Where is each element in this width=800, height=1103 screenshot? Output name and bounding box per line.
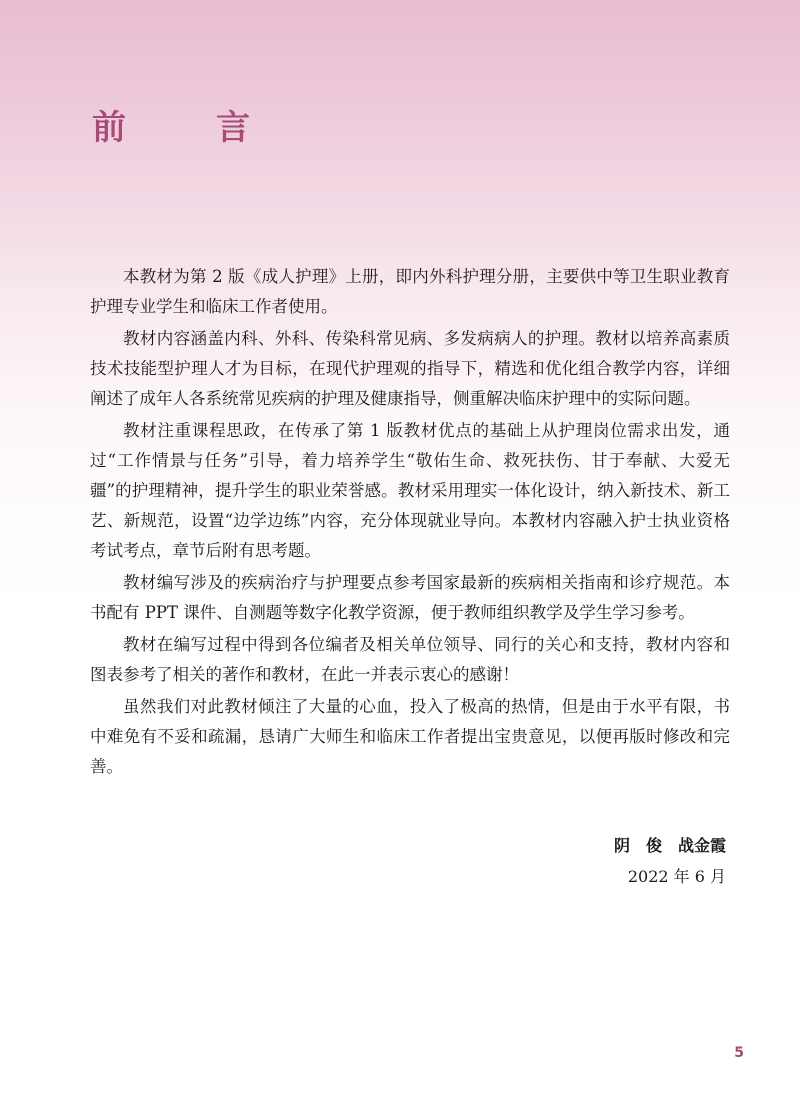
paragraph: 本教材为第 2 版《成人护理》上册，即内外科护理分册，主要供中等卫生职业教育护理专业学生和临床工作者使用。 bbox=[90, 267, 730, 316]
paragraph: 虽然我们对此教材倾注了大量的心血，投入了极高的热情，但是由于水平有限，书中难免有不妥和疏漏，恳请广大师生和临床工作者提出宝贵意见，以便再版时修改和完善。 bbox=[90, 697, 730, 776]
paragraph: 教材内容涵盖内科、外科、传染科常见病、多发病病人的护理。教材以培养高素质技术技能型护理人才为目标，在现代护理观的指导下，精选和优化组合教学内容，详细阐述了成年人各系统常见疾病的护理及健康指导，侧重解决临床护理中的实际问题。 bbox=[90, 329, 730, 408]
date-line: 2022 年 6 月 bbox=[627, 867, 726, 886]
paragraph: 教材注重课程思政，在传承了第 1 版教材优点的基础上从护理岗位需求出发，通过“工作情景与任务”引导，着力培养学生“敬佑生命、救死扶伤、甘于奉献、大爱无疆”的护理精神，提升学生的职业荣誉感。教材采用理实一体化设计，纳入新技术、新工艺、新规范，设置“边学边练”内容，充分体现就业导向。本教材内容融入护士执业资格考试考点，章节后附有思考题。 bbox=[90, 421, 730, 560]
page-number: 5 bbox=[734, 1045, 744, 1061]
authors-signature: 阴 俊 战金霞 bbox=[613, 836, 726, 855]
paragraph: 教材编写涉及的疾病治疗与护理要点参考国家最新的疾病相关指南和诊疗规范。本书配有 PPT 课件、自测题等数字化教学资源，便于教师组织教学及学生学习参考。 bbox=[90, 573, 730, 622]
paragraph: 教材在编写过程中得到各位编者及相关单位领导、同行的关心和支持，教材内容和图表参考了相关的著作和教材，在此一并表示衷心的感谢！ bbox=[90, 635, 730, 684]
page-title: 前 言 bbox=[92, 108, 278, 148]
preface-body bbox=[90, 262, 730, 784]
